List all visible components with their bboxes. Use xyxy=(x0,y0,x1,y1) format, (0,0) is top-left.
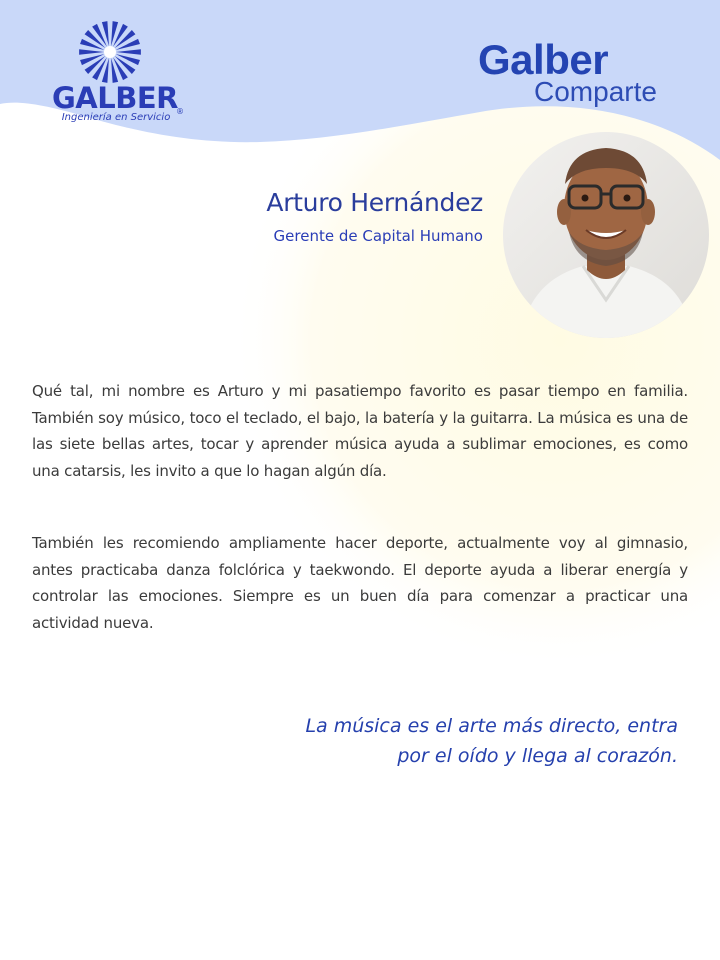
sunburst-ray xyxy=(116,49,141,55)
registered-mark: ® xyxy=(175,107,184,116)
brand-subtitle: Comparte xyxy=(534,76,657,107)
quote-line-2: por el oído y llega al corazón. xyxy=(397,745,678,767)
closing-quote xyxy=(280,711,678,771)
sunburst-ray xyxy=(79,49,104,55)
brand-title: Galber xyxy=(478,36,609,83)
sunburst-ray xyxy=(102,21,109,46)
paragraph-intro: Qué tal, mi nombre es Arturo y mi pasatiempo favorito es pasar tiempo en familia. También soy músico, toco el teclado, el bajo, la batería y la guitarra. La música es una de las siete bellas artes, tocar y aprender música ayuda a sublimar emociones, es como una catarsis, les invito a que lo hagan algún día. xyxy=(32,382,688,480)
quote-line-1: La música es el arte más directo, entra xyxy=(305,715,678,737)
sunburst-ray xyxy=(111,21,118,46)
sunburst-center xyxy=(104,46,116,58)
paragraph-sports: También les recomiendo ampliamente hacer deporte, actualmente voy al gimnasio, antes practicaba danza folclórica y taekwondo. El deporte ayuda a liberar energía y controlar las emociones. Siempre es un buen día para comenzar a practicar una actividad nueva. xyxy=(32,534,688,632)
sunburst-logo-icon xyxy=(78,20,142,84)
person-role: Gerente de Capital Humano xyxy=(273,227,483,245)
galber-logo xyxy=(52,20,182,130)
person-name: Arturo Hernández xyxy=(266,188,483,217)
logo-tagline: Ingeniería en Servicio xyxy=(61,112,171,123)
logo-wordmark: GALBER® xyxy=(52,81,184,116)
portrait-photo xyxy=(503,132,709,338)
